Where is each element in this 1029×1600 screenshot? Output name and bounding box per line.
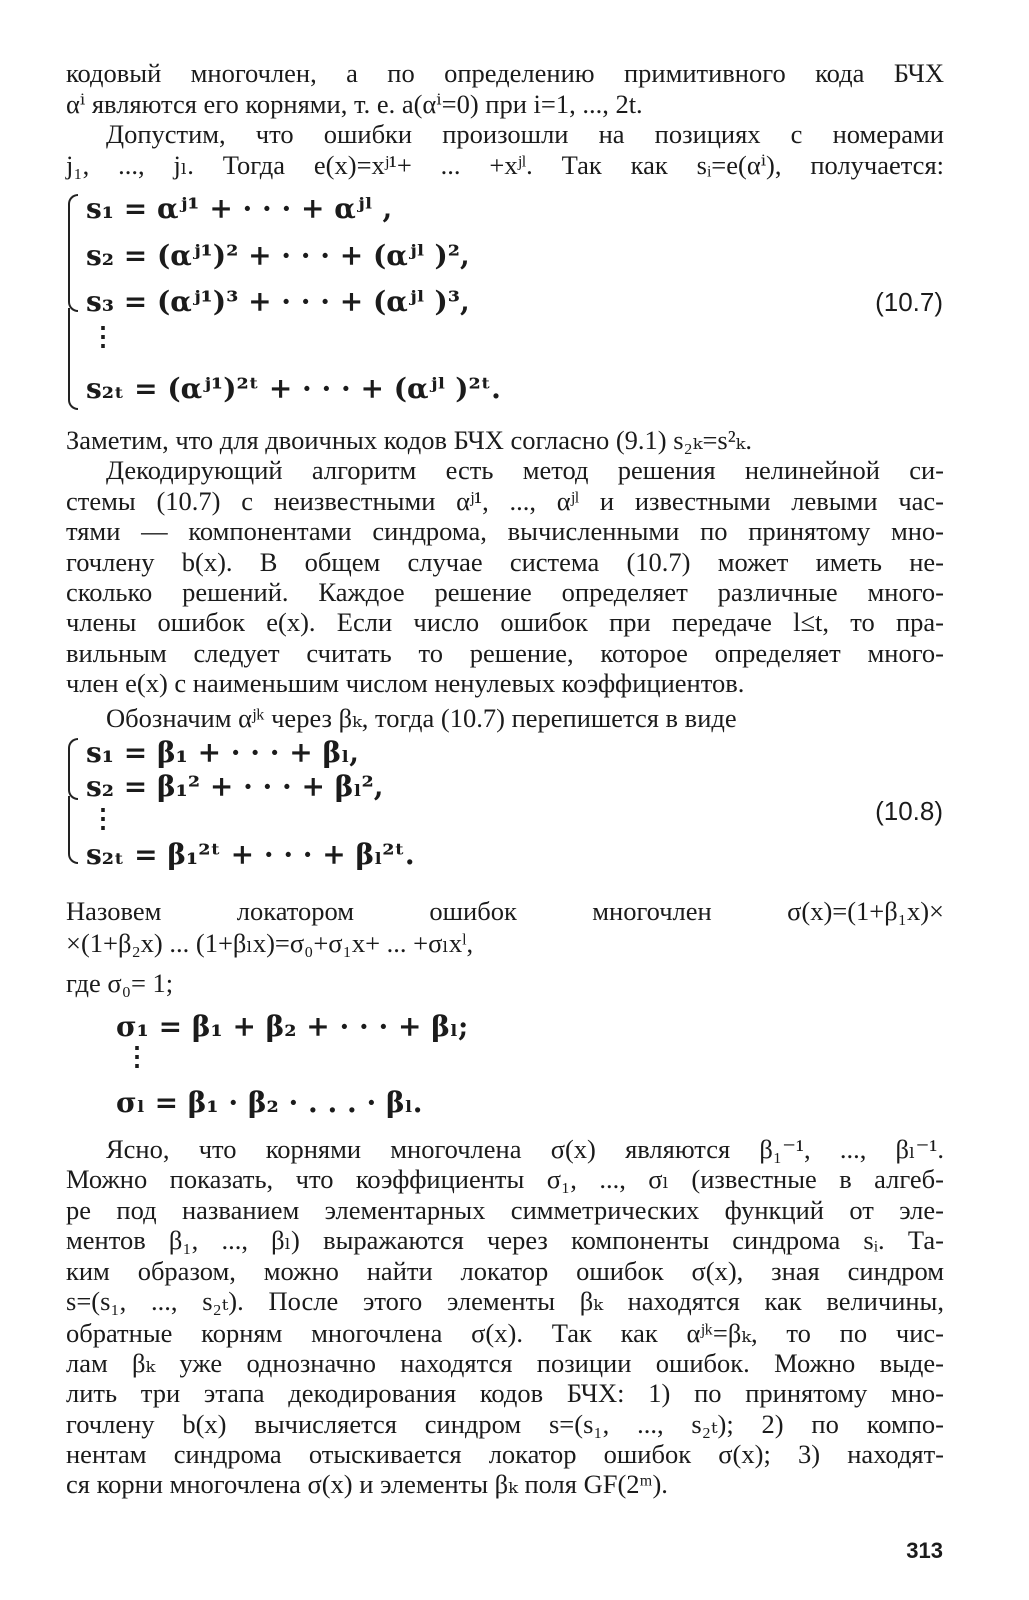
sigma-row: σ₁ = β₁ + β₂ + · · · + βₗ; [116, 1010, 469, 1043]
text-line: Обозначим αʲᵏ через βₖ, тогда (10.7) перепишется в виде [106, 703, 737, 733]
text-line: Ясно, что корнями многочлена σ(x) являются β₁⁻¹, ..., βₗ⁻¹. [106, 1134, 944, 1164]
text-line: Можно показать, что коэффициенты σ₁, ..., σₗ (известные в алгеб- [66, 1164, 944, 1194]
equation-row: s₂ₜ = (αʲ¹)²ᵗ + · · · + (αʲˡ )²ᵗ. [86, 372, 501, 405]
brace-upper [68, 738, 78, 800]
text-line: обратные корням многочлена σ(x). Так как αʲᵏ=βₖ, то по чис- [66, 1318, 944, 1348]
text-line: αⁱ являются его корнями, т. е. a(αⁱ=0) при i=1, ..., 2t. [66, 89, 643, 119]
text-line: член e(x) с наименьшим числом ненулевых коэффициентов. [66, 668, 745, 698]
vertical-ellipsis: ⋮ [90, 322, 116, 351]
vertical-ellipsis: ⋮ [90, 804, 116, 833]
equation-row: s₂ₜ = β₁²ᵗ + · · · + βₗ²ᵗ. [86, 838, 415, 871]
text-line: гочлену b(x) вычисляется синдром s=(s₁, ..., s₂ₜ); 2) по компо- [66, 1409, 944, 1439]
text-line: тями — компонентами синдрома, вычисленными по принятому мно- [66, 516, 944, 546]
brace-lower [68, 796, 78, 864]
equation-number: (10.8) [875, 796, 943, 826]
text-line: ×(1+β₂x) ... (1+βₗx)=σ₀+σ₁x+ ... +σₗxˡ, [66, 928, 474, 958]
text-line: j₁, ..., jₗ. Тогда e(x)=xʲ¹+ ... +xʲˡ. Так как sᵢ=e(αⁱ), получается: [66, 150, 944, 180]
text-line: Назовем локатором ошибок многочлен σ(x)=(1+β₁x)× [66, 896, 944, 926]
text-line: сколько решений. Каждое решение определяет различные много- [66, 577, 944, 607]
text-line: члены ошибок e(x). Если число ошибок при передаче l≤t, то пра- [66, 607, 944, 637]
brace-lower [68, 308, 78, 410]
equation-number: (10.7) [875, 287, 943, 317]
text-line: где σ₀= 1; [66, 968, 174, 998]
text-line: s=(s₁, ..., s₂ₜ). После этого элементы βₖ находятся как величины, [66, 1286, 944, 1316]
equation-row: s₂ = (αʲ¹)² + · · · + (αʲˡ )², [86, 239, 470, 272]
sigma-row: σₗ = β₁ · β₂ · . . . · βₗ. [116, 1086, 423, 1119]
brace-upper [68, 194, 78, 312]
text-line: Декодирующий алгоритм есть метод решения нелинейной си- [106, 455, 944, 485]
text-line: гочлену b(x). В общем случае система (10.7) может иметь не- [66, 547, 944, 577]
text-line: ре под названием элементарных симметрических функций от эле- [66, 1195, 944, 1225]
text-line: Заметим, что для двоичных кодов БЧХ согласно (9.1) s₂ₖ=s²ₖ. [66, 425, 752, 455]
text-line: лить три этапа декодирования кодов БЧХ: 1) по принятому мно- [66, 1378, 944, 1408]
text-line: Допустим, что ошибки произошли на позициях с номерами [106, 119, 944, 149]
text-line: вильным следует считать то решение, которое определяет много- [66, 638, 944, 668]
text-line: нентам синдрома отыскивается локатор ошибок σ(x); 3) находят- [66, 1439, 944, 1469]
text-line: ся корни многочлена σ(x) и элементы βₖ поля GF(2ᵐ). [66, 1469, 668, 1499]
equation-row: s₁ = β₁ + · · · + βₗ, [86, 736, 360, 769]
equation-row: s₂ = β₁² + · · · + βₗ², [86, 770, 384, 803]
vertical-ellipsis: ⋮ [124, 1042, 150, 1071]
equation-row: s₁ = αʲ¹ + · · · + αʲˡ , [86, 192, 393, 225]
equation-row: s₃ = (αʲ¹)³ + · · · + (αʲˡ )³, [86, 285, 470, 318]
text-line: ментов β₁, ..., βₗ) выражаются через компоненты синдрома sᵢ. Та- [66, 1225, 944, 1255]
text-line: ким образом, можно найти локатор ошибок σ(x), зная синдром [66, 1256, 944, 1286]
page-number: 313 [906, 1538, 943, 1563]
text-line: стемы (10.7) с неизвестными αʲ¹, ..., αʲˡ и известными левыми час- [66, 486, 944, 516]
text-line: кодовый многочлен, а по определению примитивного кода БЧХ [66, 58, 944, 88]
text-line: лам βₖ уже однозначно находятся позиции ошибок. Можно выде- [66, 1348, 944, 1378]
